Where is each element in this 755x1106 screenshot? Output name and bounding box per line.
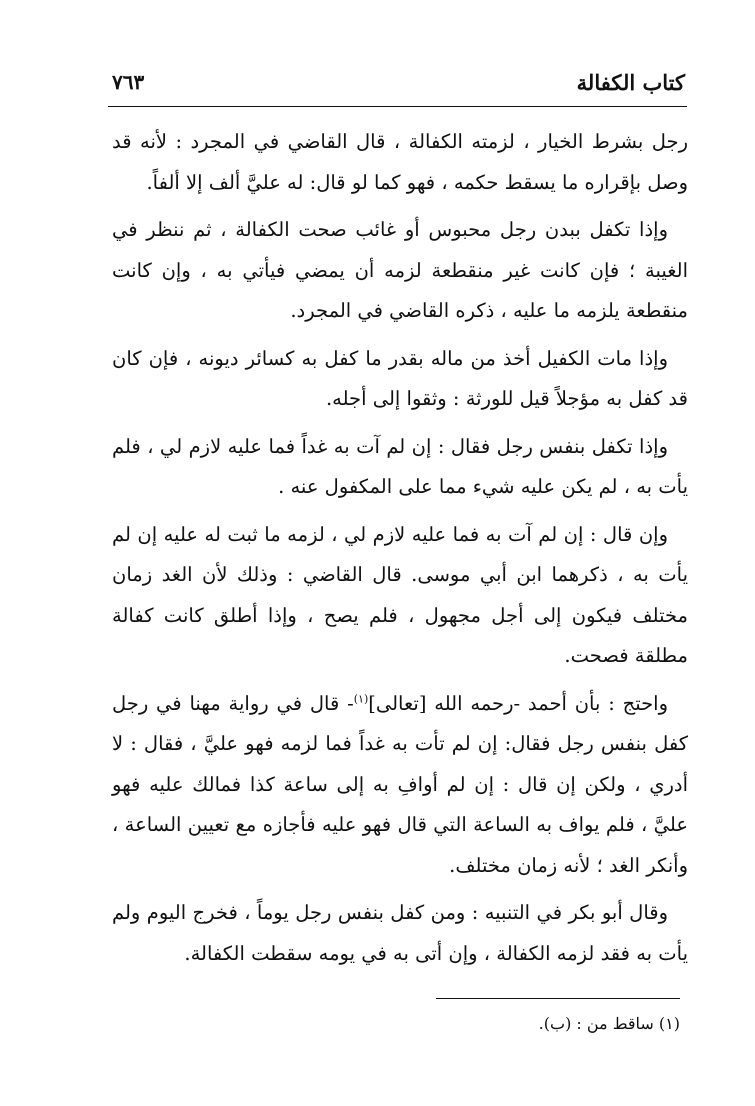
page-number: ٧٦٣	[112, 70, 145, 94]
paragraph-5: وإن قال : إن لم آت به فما عليه لازم لي ، لزمه ما ثبت له عليه إن لم يأت به ، ذكرهما ابن أبي موسى. قال القاضي : وذلك لأن الغد زمان مختلف فيكون إلى أجل مجهول ، فلم يصح ، وإذا أطلق كانت كفالة مطلقة فصحت.	[112, 522, 688, 667]
paragraph-4: وإذا تكفل بنفس رجل فقال : إن لم آت به غداً فما عليه لازم لي ، فلم يأت به ، لم يكن عليه شيء مما على المكفول عنه .	[112, 434, 688, 498]
paragraph-6-start: واحتج : بأن أحمد -رحمه الله [تعالى]	[368, 691, 668, 715]
footnote-divider	[436, 998, 680, 999]
paragraph-7: وقال أبو بكر في التنبيه : ومن كفل بنفس رجل يوماً ، فخرج اليوم ولم يأت به فقد لزمه الكفالة ، وإن أتى به في يومه سقطت الكفالة.	[112, 901, 688, 965]
paragraph-6	[112, 684, 688, 887]
paragraph-3: وإذا مات الكفيل أخذ من ماله بقدر ما كفل به كسائر ديونه ، فإن كان قد كفل به مؤجلاً قيل للورثة : وثقوا إلى أجله.	[112, 346, 688, 410]
header-divider	[108, 106, 687, 107]
page-header	[112, 66, 685, 100]
paragraph-6-end: - قال في رواية مهنا في رجل كفل بنفس رجل فقال: إن لم تأت به غداً فما لزمه فهو عليَّ ، فقال : لا أدري ، ولكن إن قال : إن لم أوافِ به إلى ساعة كذا فمالك عليه فهو عليَّ ، فلم يواف به الساعة التي قال فهو عليه فأجازه مع تعيين الساعة ، وأنكر الغد ؛ لأنه زمان مختلف.	[112, 691, 688, 877]
footnote: (١) ساقط من : (ب).	[538, 1014, 680, 1033]
chapter-title: كتاب الكفالة	[576, 70, 685, 95]
paragraph-2: وإذا تكفل ببدن رجل محبوس أو غائب صحت الكفالة ، ثم ننظر في الغيبة ؛ فإن كانت غير منقطعة لزمه أن يمضي فيأتي به ، وإن كانت منقطعة يلزمه ما عليه ، ذكره القاضي في المجرد.	[112, 218, 688, 322]
footnote-ref: (١)	[353, 692, 369, 705]
main-text	[112, 122, 688, 981]
paragraph-1: رجل بشرط الخيار ، لزمته الكفالة ، قال القاضي في المجرد : لأنه قد وصل بإقراره ما يسقط حكمه ، فهو كما لو قال: له عليَّ ألف إلا ألفاً.	[112, 130, 688, 194]
